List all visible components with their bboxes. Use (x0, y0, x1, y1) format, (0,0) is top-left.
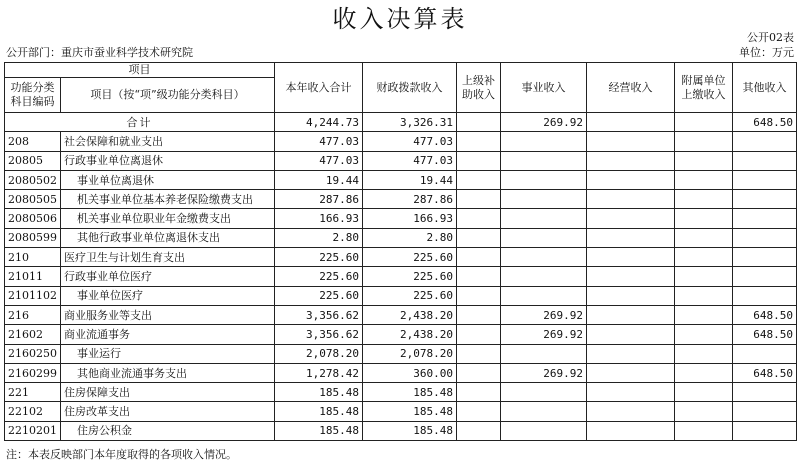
subject-code-cell: 20805 (5, 151, 61, 170)
subject-name-cell: 住房保障支出 (61, 383, 275, 402)
subject-code-cell: 210 (5, 248, 61, 267)
operating-cell (587, 248, 675, 267)
business-cell: 269.92 (501, 305, 587, 324)
subject-name-cell: 行政事业单位离退休 (61, 151, 275, 170)
business-cell (501, 132, 587, 151)
other-cell (733, 402, 797, 421)
upper-subsidy-cell (457, 325, 501, 344)
subject-name-cell: 事业单位医疗 (61, 286, 275, 305)
subject-name-cell: 事业运行 (61, 344, 275, 363)
other-cell (733, 170, 797, 189)
fiscal-cell: 2.80 (363, 228, 457, 247)
department-label: 公开部门：重庆市蚕业科学技术研究院 (6, 46, 193, 59)
operating-cell (587, 305, 675, 324)
affiliated-cell (675, 402, 733, 421)
total-other-cell: 648.50 (733, 113, 797, 132)
affiliated-cell (675, 132, 733, 151)
table-row (5, 325, 797, 344)
table-row (5, 209, 797, 228)
table-body (5, 113, 797, 441)
fiscal-cell: 2,078.20 (363, 344, 457, 363)
upper-subsidy-cell (457, 248, 501, 267)
total-upper-subsidy-cell (457, 113, 501, 132)
upper-subsidy-cell (457, 402, 501, 421)
operating-cell (587, 363, 675, 382)
header-name: 项目（按“项”级功能分类科目） (61, 78, 275, 113)
total-business-cell: 269.92 (501, 113, 587, 132)
total-income-cell: 185.48 (275, 421, 363, 440)
business-cell (501, 421, 587, 440)
operating-cell (587, 151, 675, 170)
total-fiscal-cell: 3,326.31 (363, 113, 457, 132)
subject-code-cell: 2080505 (5, 190, 61, 209)
total-income-cell: 19.44 (275, 170, 363, 189)
total-income-cell: 1,278.42 (275, 363, 363, 382)
total-income-cell: 185.48 (275, 383, 363, 402)
affiliated-cell (675, 209, 733, 228)
business-cell (501, 286, 587, 305)
business-cell: 269.92 (501, 363, 587, 382)
table-row (5, 190, 797, 209)
other-cell (733, 228, 797, 247)
subject-name-cell: 行政事业单位医疗 (61, 267, 275, 286)
total-affiliated-cell (675, 113, 733, 132)
upper-subsidy-cell (457, 421, 501, 440)
header-other: 其他收入 (733, 63, 797, 113)
upper-subsidy-cell (457, 286, 501, 305)
business-cell (501, 344, 587, 363)
table-row (5, 170, 797, 189)
header-total-income: 本年收入合计 (275, 63, 363, 113)
fiscal-cell: 225.60 (363, 248, 457, 267)
table-row (5, 132, 797, 151)
business-cell (501, 402, 587, 421)
affiliated-cell (675, 305, 733, 324)
table-row (5, 286, 797, 305)
header-affiliated: 附属单位上缴收入 (675, 63, 733, 113)
subject-code-cell: 2160299 (5, 363, 61, 382)
upper-subsidy-cell (457, 209, 501, 228)
operating-cell (587, 228, 675, 247)
fiscal-cell: 477.03 (363, 151, 457, 170)
business-cell (501, 228, 587, 247)
upper-subsidy-cell (457, 170, 501, 189)
fiscal-cell: 360.00 (363, 363, 457, 382)
header-upper-subsidy: 上级补助收入 (457, 63, 501, 113)
business-cell (501, 190, 587, 209)
affiliated-cell (675, 267, 733, 286)
upper-subsidy-cell (457, 228, 501, 247)
other-cell: 648.50 (733, 363, 797, 382)
subject-code-cell: 21602 (5, 325, 61, 344)
subject-name-cell: 其他商业流通事务支出 (61, 363, 275, 382)
upper-subsidy-cell (457, 190, 501, 209)
footnote: 注：本表反映部门本年度取得的各项收入情况。 (6, 448, 237, 461)
total-income-cell: 287.86 (275, 190, 363, 209)
subject-code-cell: 2080502 (5, 170, 61, 189)
subject-name-cell: 住房改革支出 (61, 402, 275, 421)
table-row (5, 267, 797, 286)
other-cell (733, 190, 797, 209)
fiscal-cell: 477.03 (363, 132, 457, 151)
affiliated-cell (675, 421, 733, 440)
subject-code-cell: 2160250 (5, 344, 61, 363)
operating-cell (587, 132, 675, 151)
affiliated-cell (675, 286, 733, 305)
total-income-cell: 3,356.62 (275, 305, 363, 324)
total-income-cell: 185.48 (275, 402, 363, 421)
affiliated-cell (675, 325, 733, 344)
subject-name-cell: 医疗卫生与计划生育支出 (61, 248, 275, 267)
business-cell (501, 383, 587, 402)
subject-name-cell: 机关事业单位职业年金缴费支出 (61, 209, 275, 228)
total-operating-cell (587, 113, 675, 132)
business-cell (501, 209, 587, 228)
upper-subsidy-cell (457, 305, 501, 324)
subject-name-cell: 商业流通事务 (61, 325, 275, 344)
other-cell (733, 132, 797, 151)
header-operating: 经营收入 (587, 63, 675, 113)
operating-cell (587, 402, 675, 421)
affiliated-cell (675, 248, 733, 267)
subject-code-cell: 21011 (5, 267, 61, 286)
operating-cell (587, 267, 675, 286)
business-cell: 269.92 (501, 325, 587, 344)
affiliated-cell (675, 190, 733, 209)
total-row (5, 113, 797, 132)
unit-label: 单位：万元 (739, 46, 794, 59)
fiscal-cell: 2,438.20 (363, 305, 457, 324)
business-cell (501, 170, 587, 189)
fiscal-cell: 287.86 (363, 190, 457, 209)
form-code: 公开02表 (747, 31, 794, 44)
fiscal-cell: 185.48 (363, 421, 457, 440)
subject-code-cell: 208 (5, 132, 61, 151)
fiscal-cell: 185.48 (363, 402, 457, 421)
upper-subsidy-cell (457, 383, 501, 402)
affiliated-cell (675, 228, 733, 247)
header-item: 项目 (5, 63, 275, 78)
upper-subsidy-cell (457, 267, 501, 286)
other-cell (733, 344, 797, 363)
fiscal-cell: 185.48 (363, 383, 457, 402)
upper-subsidy-cell (457, 363, 501, 382)
table-row (5, 248, 797, 267)
other-cell (733, 209, 797, 228)
subject-name-cell: 机关事业单位基本养老保险缴费支出 (61, 190, 275, 209)
subject-code-cell: 2080506 (5, 209, 61, 228)
fiscal-cell: 166.93 (363, 209, 457, 228)
total-income-cell: 2.80 (275, 228, 363, 247)
table-row (5, 421, 797, 440)
operating-cell (587, 325, 675, 344)
business-cell (501, 151, 587, 170)
total-income-cell: 166.93 (275, 209, 363, 228)
total-income-cell: 3,356.62 (275, 325, 363, 344)
fiscal-cell: 19.44 (363, 170, 457, 189)
operating-cell (587, 209, 675, 228)
table-row (5, 402, 797, 421)
other-cell (733, 267, 797, 286)
header-fiscal: 财政拨款收入 (363, 63, 457, 113)
subject-name-cell: 住房公积金 (61, 421, 275, 440)
subject-code-cell: 22102 (5, 402, 61, 421)
table-row (5, 363, 797, 382)
subject-code-cell: 2101102 (5, 286, 61, 305)
subject-code-cell: 2080599 (5, 228, 61, 247)
upper-subsidy-cell (457, 132, 501, 151)
other-cell: 648.50 (733, 305, 797, 324)
operating-cell (587, 344, 675, 363)
operating-cell (587, 286, 675, 305)
operating-cell (587, 170, 675, 189)
total-income-cell: 225.60 (275, 267, 363, 286)
other-cell (733, 151, 797, 170)
table-row (5, 151, 797, 170)
affiliated-cell (675, 383, 733, 402)
affiliated-cell (675, 344, 733, 363)
fiscal-cell: 225.60 (363, 286, 457, 305)
subject-name-cell: 其他行政事业单位离退休支出 (61, 228, 275, 247)
other-cell: 648.50 (733, 325, 797, 344)
subject-name-cell: 商业服务业等支出 (61, 305, 275, 324)
subject-code-cell: 216 (5, 305, 61, 324)
total-income-cell: 4,244.73 (275, 113, 363, 132)
table-row (5, 228, 797, 247)
subject-name-cell: 社会保障和就业支出 (61, 132, 275, 151)
total-income-cell: 225.60 (275, 286, 363, 305)
income-table (4, 62, 797, 441)
fiscal-cell: 225.60 (363, 267, 457, 286)
total-income-cell: 225.60 (275, 248, 363, 267)
business-cell (501, 248, 587, 267)
upper-subsidy-cell (457, 151, 501, 170)
operating-cell (587, 421, 675, 440)
affiliated-cell (675, 363, 733, 382)
header-code: 功能分类科目编码 (5, 78, 61, 113)
operating-cell (587, 190, 675, 209)
table-row (5, 344, 797, 363)
total-income-cell: 477.03 (275, 132, 363, 151)
other-cell (733, 383, 797, 402)
affiliated-cell (675, 151, 733, 170)
table-row (5, 305, 797, 324)
total-income-cell: 477.03 (275, 151, 363, 170)
header-business: 事业收入 (501, 63, 587, 113)
total-income-cell: 2,078.20 (275, 344, 363, 363)
report-title: 收入决算表 (332, 5, 468, 33)
business-cell (501, 267, 587, 286)
operating-cell (587, 383, 675, 402)
upper-subsidy-cell (457, 344, 501, 363)
other-cell (733, 286, 797, 305)
fiscal-cell: 2,438.20 (363, 325, 457, 344)
subject-code-cell: 2210201 (5, 421, 61, 440)
other-cell (733, 248, 797, 267)
table-row (5, 383, 797, 402)
other-cell (733, 421, 797, 440)
affiliated-cell (675, 170, 733, 189)
total-label: 合计 (5, 113, 275, 132)
subject-name-cell: 事业单位离退休 (61, 170, 275, 189)
subject-code-cell: 221 (5, 383, 61, 402)
